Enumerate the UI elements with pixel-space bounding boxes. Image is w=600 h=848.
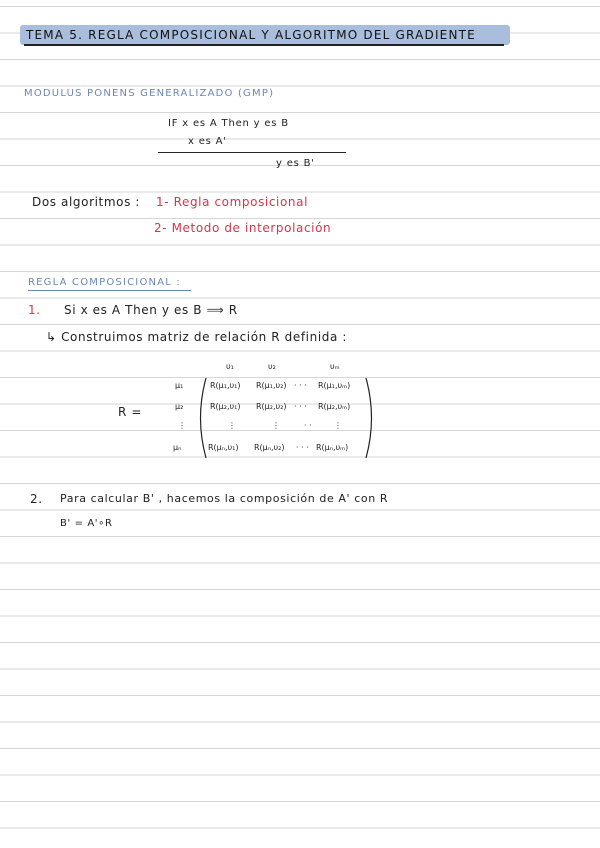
algorithm-item-1: 1- Regla composicional [156,195,309,209]
row-header-dots: ⋮ [178,421,186,430]
matrix-vdots: ⋮ [272,421,280,430]
matrix-cell: R(μ₂,υ₂) [256,402,287,411]
col-header-m: υₘ [330,362,340,371]
step-1-text: Si x es A Then y es B ⟹ R [64,303,238,317]
matrix-cell: R(μ₁,υ₂) [256,381,287,390]
matrix-cell: R(μ₂,υₘ) [318,402,351,411]
matrix-cell: R(μₙ,υₘ) [316,443,349,452]
matrix-cell: R(μ₂,υ₁) [210,402,241,411]
step-1-subtext: ↳ Construimos matriz de relación R definida : [46,330,347,344]
step-2-number: 2. [30,492,43,506]
title-underline [24,44,504,46]
step-2-formula: B' = A'∘R [60,518,113,529]
matrix-cell: R(μₙ,υ₂) [254,443,285,452]
gmp-premise-1: IF x es A Then y es B [168,118,289,129]
gmp-conclusion: y es B' [276,158,315,169]
matrix-right-paren [362,376,378,460]
matrix-lhs: R = [118,405,143,419]
matrix-cell: R(μ₁,υₘ) [318,381,351,390]
row-header-n: μₙ [173,443,182,452]
row-header-2: μ₂ [175,402,184,411]
matrix-dots: · · · [294,381,307,390]
regla-heading: REGLA COMPOSICIONAL : [28,277,181,288]
matrix-cell: R(μ₁,υ₁) [210,381,241,390]
gmp-premise-2: x es A' [188,136,227,147]
gmp-heading: MODULUS PONENS GENERALIZADO (GMP) [24,88,275,99]
step-2-text: Para calcular B' , hacemos la composición de A' con R [60,492,389,505]
col-header-1: υ₁ [226,362,234,371]
regla-heading-underline [28,290,191,291]
inference-line [158,152,346,153]
matrix-dots: · · · [296,443,309,452]
matrix-dots: · · · [294,402,307,411]
col-header-2: υ₂ [268,362,276,371]
matrix-vdots: ⋮ [334,421,342,430]
page-title: TEMA 5. REGLA COMPOSICIONAL Y ALGORITMO DEL GRADIENTE [26,28,476,42]
matrix-cell: R(μₙ,υ₁) [208,443,239,452]
algorithm-item-2: 2- Metodo de interpolación [154,221,332,235]
matrix-ddots: · · [304,421,312,430]
algorithms-label: Dos algoritmos : [32,195,141,209]
matrix-vdots: ⋮ [228,421,236,430]
row-header-1: μ₁ [175,381,184,390]
step-1-number: 1. [28,303,41,317]
